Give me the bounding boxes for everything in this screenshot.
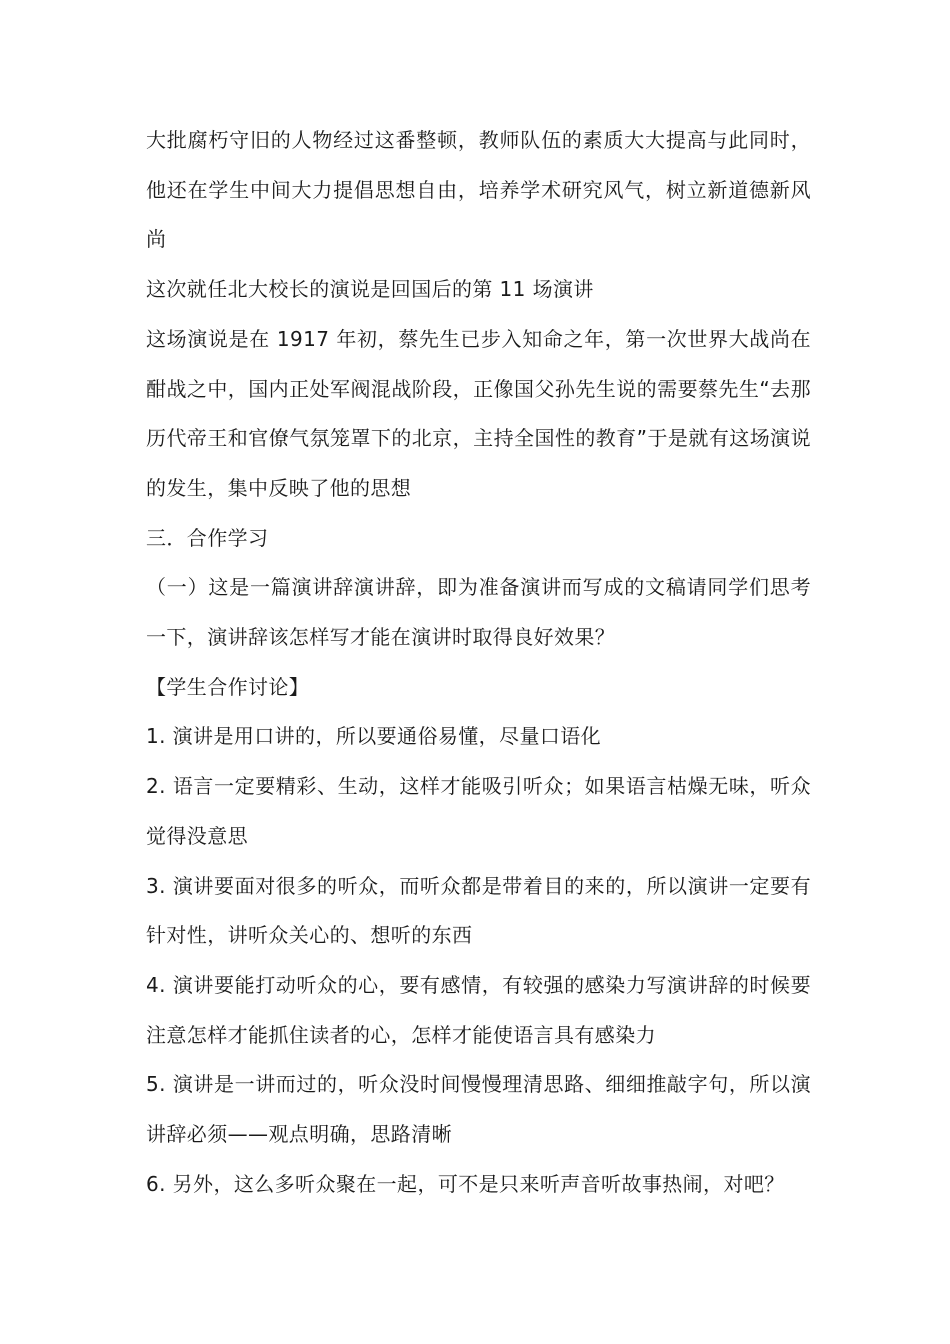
list-item: 5. 演讲是一讲而过的，听众没时间慢慢理清思路、细细推敲字句，所以演讲辞必须——观点明确，思路清晰 — [146, 1072, 811, 1147]
list-item: 2. 语言一定要精彩、生动，这样才能吸引听众；如果语言枯燥无味，听众觉得没意思 — [146, 774, 811, 848]
question-paragraph: （一）这是一篇演讲辞演讲辞，即为准备演讲而写成的文稿请同学们思考一下，演讲辞该怎样写才能在演讲时取得良好效果？ — [146, 575, 811, 650]
list-item: 1. 演讲是用口讲的，所以要通俗易懂，尽量口语化 — [146, 724, 602, 749]
paragraph-teacher-reform: 大批腐朽守旧的人物经过这番整顿，教师队伍的素质大大提高与此同时，他还在学生中间大力提倡思想自由，培养学术研究风气，树立新道德新风尚 — [146, 128, 811, 252]
discussion-heading: 【学生合作讨论】 — [146, 674, 310, 699]
paragraph-speech-count: 这次就任北大校长的演说是回国后的第 11 场演讲 — [146, 277, 594, 302]
list-item: 6. 另外，这么多听众聚在一起，可不是只来听声音听故事热闹，对吧？ — [146, 1171, 785, 1196]
list-item: 3. 演讲要面对很多的听众，而听众都是带着目的来的，所以演讲一定要有针对性，讲听众关心的、想听的东西 — [146, 873, 811, 948]
paragraph-speech-background: 这场演说是在 1917 年初，蔡先生已步入知命之年，第一次世界大战尚在酣战之中，国内正处军阀混战阶段，正像国父孙先生说的需要蔡先生“去那历代帝王和官僚气氛笼罩下的北京，主持全国性的教育”于是就有这场演说的发生，集中反映了他的思想 — [146, 326, 811, 500]
section-heading-cooperative-learning: 三．合作学习 — [146, 525, 269, 550]
document-body — [146, 116, 811, 1209]
list-item: 4. 演讲要能打动听众的心，要有感情，有较强的感染力写演讲辞的时候要注意怎样才能抓住读者的心，怎样才能使语言具有感染力 — [146, 972, 811, 1047]
